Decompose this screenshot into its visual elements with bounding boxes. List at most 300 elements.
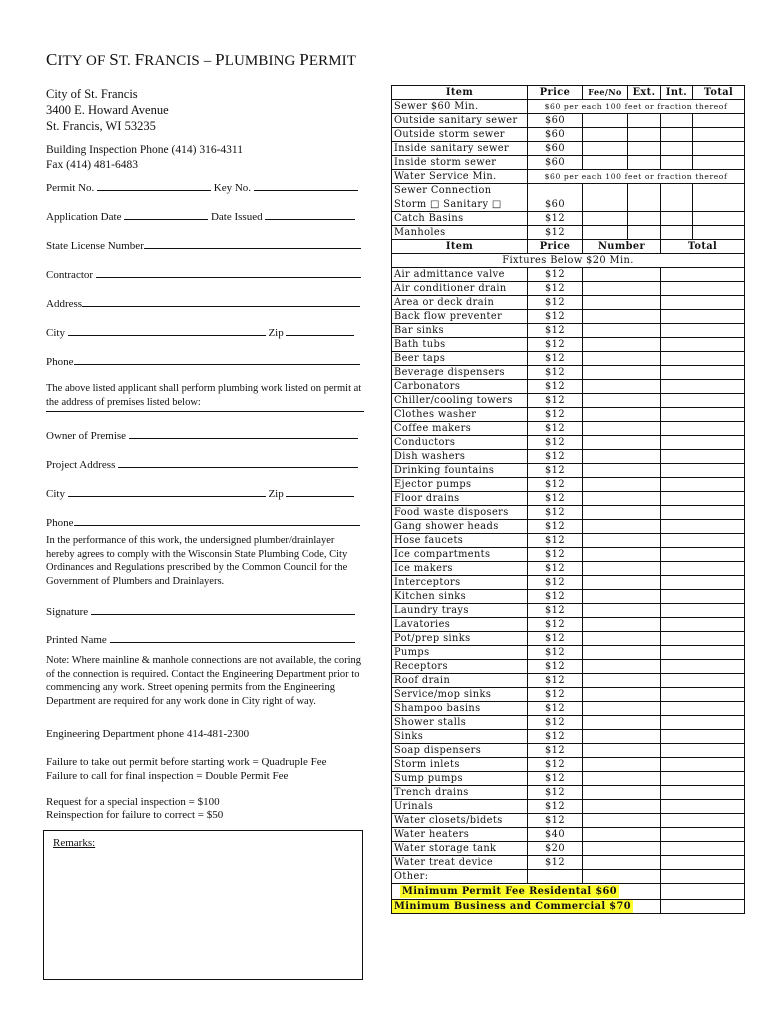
- fixture-row: [392, 296, 745, 310]
- fixture-item: Ice compartments: [392, 548, 528, 562]
- sewer-price: $60: [528, 114, 583, 128]
- fixture-price: $12: [528, 380, 583, 394]
- note-text: Note: Where mainline & manhole connections are not available, the coring of the connection is required. Contact the Engineering Department prior to commencing any work. Street opening permits from the Engineering Department are required for any work done in City right of way.: [46, 655, 361, 707]
- fixture-item: Interceptors: [392, 576, 528, 590]
- fixture-total-cell[interactable]: [661, 506, 745, 520]
- fixture-number-cell[interactable]: [583, 562, 661, 576]
- total-cell[interactable]: [693, 128, 745, 142]
- page-title: CITY OF ST. FRANCIS – PLUMBING PERMIT: [46, 50, 357, 69]
- fixture-number-cell[interactable]: [583, 800, 661, 814]
- fixture-total-cell[interactable]: [661, 464, 745, 478]
- contractor-field[interactable]: Contractor: [46, 267, 361, 281]
- fixture-price: $12: [528, 352, 583, 366]
- fixture-number-cell[interactable]: [583, 324, 661, 338]
- table-header: [392, 86, 745, 100]
- fixture-row: [392, 562, 745, 576]
- fixture-row: [392, 632, 745, 646]
- fixture-item: Service/mop sinks: [392, 688, 528, 702]
- ext-cell[interactable]: [628, 184, 661, 212]
- fixture-price: $12: [528, 408, 583, 422]
- fixture-total-cell[interactable]: [661, 632, 745, 646]
- fixture-price: $12: [528, 562, 583, 576]
- address-line-1: City of St. Francis: [46, 87, 138, 101]
- fixture-number-cell[interactable]: [583, 282, 661, 296]
- fixture-total-cell[interactable]: [661, 590, 745, 604]
- remarks-box[interactable]: [43, 830, 363, 980]
- fixture-number-cell[interactable]: [583, 492, 661, 506]
- fixture-row: [392, 268, 745, 282]
- fee-no-cell[interactable]: [583, 212, 628, 226]
- fixture-item: Hose faucets: [392, 534, 528, 548]
- state-license-field[interactable]: State License Number: [46, 238, 361, 252]
- total-cell[interactable]: [693, 142, 745, 156]
- sewer-row: [392, 156, 745, 170]
- fixture-total-cell[interactable]: [661, 702, 745, 716]
- fixture-price: $12: [528, 506, 583, 520]
- fixture-item: Roof drain: [392, 674, 528, 688]
- fixture-total-cell[interactable]: [661, 520, 745, 534]
- fixture-row: [392, 520, 745, 534]
- header2-number: Number: [583, 240, 661, 254]
- address-line-2: 3400 E. Howard Avenue: [46, 103, 169, 117]
- fixture-number-cell[interactable]: [583, 604, 661, 618]
- fixture-number-cell[interactable]: [583, 744, 661, 758]
- inspection-phone: Building Inspection Phone (414) 316-4311: [46, 144, 243, 156]
- fixture-row: [392, 366, 745, 380]
- fixture-row: [392, 324, 745, 338]
- fixture-row: [392, 408, 745, 422]
- fixture-price: $12: [528, 618, 583, 632]
- fixture-item: Food waste disposers: [392, 506, 528, 520]
- total-cell[interactable]: [693, 226, 745, 240]
- other-row: [392, 870, 745, 884]
- phone-field[interactable]: Phone: [46, 354, 360, 368]
- fixture-item: Chiller/cooling towers: [392, 394, 528, 408]
- ext-cell[interactable]: [628, 114, 661, 128]
- fixtures-title-row: [392, 254, 745, 268]
- fixture-price: $12: [528, 786, 583, 800]
- fixture-price: $12: [528, 394, 583, 408]
- city-address: [46, 86, 169, 134]
- fixture-number-cell[interactable]: [583, 534, 661, 548]
- fixture-row: [392, 534, 745, 548]
- manholes-price: $12: [528, 226, 583, 240]
- fixture-number-cell[interactable]: [583, 856, 661, 870]
- sewer-connection-label: Sewer Connection Storm □ Sanitary □: [392, 184, 528, 212]
- fixture-total-cell[interactable]: [661, 814, 745, 828]
- catch-basins-row: [392, 212, 745, 226]
- sewer-row: [392, 128, 745, 142]
- fixture-total-cell[interactable]: [661, 366, 745, 380]
- fixture-item: Sinks: [392, 730, 528, 744]
- fixture-number-cell[interactable]: [583, 380, 661, 394]
- storm-sanitary-checkboxes[interactable]: Storm □ Sanitary □: [394, 198, 502, 210]
- fixture-item: Area or deck drain: [392, 296, 528, 310]
- fixture-total-cell[interactable]: [661, 534, 745, 548]
- fixture-row: [392, 576, 745, 590]
- fee-no-cell[interactable]: [583, 142, 628, 156]
- fixture-total-cell[interactable]: [661, 618, 745, 632]
- fixture-item: Coffee makers: [392, 422, 528, 436]
- remarks-label: Remarks:: [53, 837, 96, 849]
- city-field-2[interactable]: City Zip: [46, 486, 354, 500]
- fixture-total-cell[interactable]: [661, 338, 745, 352]
- fixture-price: $12: [528, 632, 583, 646]
- fixture-item: Shower stalls: [392, 716, 528, 730]
- sewer-item: Inside sanitary sewer: [392, 142, 528, 156]
- fixture-total-cell[interactable]: [661, 828, 745, 842]
- fixture-number-cell[interactable]: [583, 268, 661, 282]
- header-total: Total: [693, 86, 745, 100]
- phone-field-2[interactable]: Phone: [46, 515, 360, 529]
- fixture-total-cell[interactable]: [661, 324, 745, 338]
- ext-cell[interactable]: [628, 212, 661, 226]
- fixture-row: [392, 590, 745, 604]
- fixture-price: $12: [528, 716, 583, 730]
- fixture-total-cell[interactable]: [661, 716, 745, 730]
- other-label: Other:: [392, 870, 528, 884]
- fixture-total-cell[interactable]: [661, 408, 745, 422]
- fixture-total-cell[interactable]: [661, 436, 745, 450]
- fixture-item: Laundry trays: [392, 604, 528, 618]
- fixture-number-cell[interactable]: [583, 506, 661, 520]
- fixture-number-cell[interactable]: [583, 842, 661, 856]
- city-field[interactable]: City Zip: [46, 325, 354, 339]
- ext-cell[interactable]: [628, 226, 661, 240]
- reinspection-text: Reinspection for failure to correct = $50: [46, 809, 224, 821]
- fixture-item: Air conditioner drain: [392, 282, 528, 296]
- fixture-item: Pumps: [392, 646, 528, 660]
- fee-no-cell[interactable]: [583, 128, 628, 142]
- fixture-row: [392, 758, 745, 772]
- fee-table: [391, 85, 745, 914]
- sewer-note: $60 per each 100 feet or fraction thereof: [528, 100, 745, 114]
- int-cell[interactable]: [661, 184, 693, 212]
- fixture-price: $12: [528, 366, 583, 380]
- fixture-price: $12: [528, 744, 583, 758]
- fixture-item: Water closets/bidets: [392, 814, 528, 828]
- fixture-price: $12: [528, 422, 583, 436]
- fixtures-title: Fixtures Below $20 Min.: [392, 254, 745, 268]
- fixture-item: Clothes washer: [392, 408, 528, 422]
- min-residential-text: Minimum Permit Fee Residental $60: [402, 886, 617, 897]
- address-field[interactable]: Address: [46, 296, 360, 310]
- fixture-number-cell[interactable]: [583, 422, 661, 436]
- int-cell[interactable]: [661, 128, 693, 142]
- fixture-price: $12: [528, 436, 583, 450]
- fixture-number-cell[interactable]: [583, 590, 661, 604]
- sewer-connection-row: [392, 184, 745, 212]
- fixture-row: [392, 492, 745, 506]
- fixture-number-cell[interactable]: [583, 450, 661, 464]
- fixture-item: Pot/prep sinks: [392, 632, 528, 646]
- fixture-price: $12: [528, 590, 583, 604]
- fixture-item: Dish washers: [392, 450, 528, 464]
- fixture-number-cell[interactable]: [583, 310, 661, 324]
- fixture-price: $12: [528, 520, 583, 534]
- min-residential-total[interactable]: [661, 884, 745, 900]
- fixture-item: Beer taps: [392, 352, 528, 366]
- fixture-price: $12: [528, 604, 583, 618]
- ext-cell[interactable]: [628, 142, 661, 156]
- fixture-number-cell[interactable]: [583, 786, 661, 800]
- fixture-row: [392, 506, 745, 520]
- manholes-row: [392, 226, 745, 240]
- fixture-row: [392, 394, 745, 408]
- fixture-number-cell[interactable]: [583, 674, 661, 688]
- fixture-number-cell[interactable]: [583, 814, 661, 828]
- fixture-number-cell[interactable]: [583, 576, 661, 590]
- fixture-item: Storm inlets: [392, 758, 528, 772]
- header-item: Item: [392, 86, 528, 100]
- owner-field[interactable]: Owner of Premise: [46, 428, 358, 442]
- double-fee-text: Failure to call for final inspection = Double Permit Fee: [46, 770, 289, 782]
- fixture-row: [392, 730, 745, 744]
- project-address-field[interactable]: Project Address: [46, 457, 358, 471]
- fixture-row: [392, 436, 745, 450]
- fixture-row: [392, 744, 745, 758]
- sewer-price: $60: [528, 128, 583, 142]
- sewer-item: Outside storm sewer: [392, 128, 528, 142]
- fixtures-header: [392, 240, 745, 254]
- fixture-row: [392, 716, 745, 730]
- fixture-row: [392, 786, 745, 800]
- fixture-number-cell[interactable]: [583, 436, 661, 450]
- fixture-total-cell[interactable]: [661, 562, 745, 576]
- fixture-item: Beverage dispensers: [392, 366, 528, 380]
- permit-no-field[interactable]: Permit No. Key No.: [46, 180, 358, 194]
- fee-no-cell[interactable]: [583, 184, 628, 212]
- min-business-cell: [392, 900, 661, 914]
- fixture-price: $12: [528, 338, 583, 352]
- fixture-item: Carbonators: [392, 380, 528, 394]
- fixture-row: [392, 464, 745, 478]
- fixture-price: $12: [528, 478, 583, 492]
- fixture-price: $12: [528, 324, 583, 338]
- fixture-number-cell[interactable]: [583, 548, 661, 562]
- fee-no-cell[interactable]: [583, 156, 628, 170]
- fixture-price: $12: [528, 702, 583, 716]
- fixture-row: [392, 688, 745, 702]
- fixture-price: $12: [528, 688, 583, 702]
- header-fee-no: Fee/No: [583, 86, 628, 100]
- total-cell[interactable]: [693, 114, 745, 128]
- fixture-item: Soap dispensers: [392, 744, 528, 758]
- header-price: Price: [528, 86, 583, 100]
- fixture-number-cell[interactable]: [583, 646, 661, 660]
- fixture-row: [392, 310, 745, 324]
- fixture-number-cell[interactable]: [583, 394, 661, 408]
- fixture-number-cell[interactable]: [583, 464, 661, 478]
- fixture-number-cell[interactable]: [583, 758, 661, 772]
- fixture-total-cell[interactable]: [661, 478, 745, 492]
- fixture-total-cell[interactable]: [661, 380, 745, 394]
- fixture-item: Floor drains: [392, 492, 528, 506]
- fixture-number-cell[interactable]: [583, 688, 661, 702]
- ext-cell[interactable]: [628, 156, 661, 170]
- fixture-number-cell[interactable]: [583, 828, 661, 842]
- fixture-row: [392, 856, 745, 870]
- fixture-price: $12: [528, 450, 583, 464]
- fixture-number-cell[interactable]: [583, 520, 661, 534]
- fixture-price: $20: [528, 842, 583, 856]
- special-inspection-text: Request for a special inspection = $100: [46, 796, 220, 808]
- sewer-item: Inside storm sewer: [392, 156, 528, 170]
- fixture-item: Ice makers: [392, 562, 528, 576]
- fixture-total-cell[interactable]: [661, 772, 745, 786]
- fixture-price: $12: [528, 674, 583, 688]
- fixture-number-cell[interactable]: [583, 296, 661, 310]
- fixture-price: $12: [528, 660, 583, 674]
- quadruple-fee-text: Failure to take out permit before starting work = Quadruple Fee: [46, 756, 327, 768]
- total-cell[interactable]: [693, 184, 745, 212]
- water-note: $60 per each 100 feet or fraction thereof: [528, 170, 745, 184]
- fixture-total-cell[interactable]: [661, 450, 745, 464]
- fixture-total-cell[interactable]: [661, 310, 745, 324]
- fixture-number-cell[interactable]: [583, 660, 661, 674]
- sewer-price: $60: [528, 156, 583, 170]
- fixture-total-cell[interactable]: [661, 800, 745, 814]
- fixture-price: $40: [528, 828, 583, 842]
- application-date-field[interactable]: Application Date Date Issued: [46, 209, 355, 223]
- fixture-price: $12: [528, 758, 583, 772]
- int-cell[interactable]: [661, 142, 693, 156]
- fixture-number-cell[interactable]: [583, 352, 661, 366]
- fixture-number-cell[interactable]: [583, 478, 661, 492]
- fixture-number-cell[interactable]: [583, 702, 661, 716]
- fixture-price: $12: [528, 576, 583, 590]
- agreement-text: In the performance of this work, the undersigned plumber/drainlayer hereby agrees to comply with the Wisconsin State Plumbing Code, City Ordinances and Regulations prescribed by the Common Council for the Government of Plumbers and Drainlayers.: [46, 535, 348, 587]
- engineering-phone: Engineering Department phone 414-481-2300: [46, 728, 250, 740]
- int-cell[interactable]: [661, 156, 693, 170]
- fixture-total-cell[interactable]: [661, 576, 745, 590]
- ext-cell[interactable]: [628, 128, 661, 142]
- fixture-item: Trench drains: [392, 786, 528, 800]
- fixture-price: $12: [528, 534, 583, 548]
- fixture-price: $12: [528, 268, 583, 282]
- fixture-total-cell[interactable]: [661, 282, 745, 296]
- fixture-price: $12: [528, 296, 583, 310]
- fixture-total-cell[interactable]: [661, 730, 745, 744]
- water-service-label: Water Service Min.: [392, 170, 528, 184]
- fixture-row: [392, 674, 745, 688]
- fax-number: Fax (414) 481-6483: [46, 159, 138, 171]
- int-cell[interactable]: [661, 226, 693, 240]
- fixture-price: $12: [528, 772, 583, 786]
- other-price-cell[interactable]: [528, 870, 583, 884]
- fixture-total-cell[interactable]: [661, 674, 745, 688]
- min-business-row: [392, 900, 745, 914]
- min-residential-cell: [392, 884, 661, 900]
- fixture-total-cell[interactable]: [661, 548, 745, 562]
- fixture-price: $12: [528, 310, 583, 324]
- header2-item: Item: [392, 240, 528, 254]
- total-cell[interactable]: [693, 212, 745, 226]
- fixture-row: [392, 814, 745, 828]
- fixture-number-cell[interactable]: [583, 632, 661, 646]
- fixture-row: [392, 352, 745, 366]
- other-number-cell[interactable]: [583, 870, 661, 884]
- fixture-price: $12: [528, 814, 583, 828]
- signature-field[interactable]: Signature: [46, 604, 355, 618]
- fixture-item: Water treat device: [392, 856, 528, 870]
- fixture-total-cell[interactable]: [661, 394, 745, 408]
- fixture-row: [392, 380, 745, 394]
- int-cell[interactable]: [661, 212, 693, 226]
- fixture-item: Lavatories: [392, 618, 528, 632]
- fixture-total-cell[interactable]: [661, 856, 745, 870]
- header2-total: Total: [661, 240, 745, 254]
- fixture-item: Sump pumps: [392, 772, 528, 786]
- fixture-number-cell[interactable]: [583, 618, 661, 632]
- other-total-cell[interactable]: [661, 870, 745, 884]
- manholes-item: Manholes: [392, 226, 528, 240]
- fixture-row: [392, 478, 745, 492]
- fixture-total-cell[interactable]: [661, 352, 745, 366]
- fixture-price: $12: [528, 492, 583, 506]
- fixture-row: [392, 800, 745, 814]
- fixture-total-cell[interactable]: [661, 758, 745, 772]
- fixture-item: Conductors: [392, 436, 528, 450]
- fixture-total-cell[interactable]: [661, 646, 745, 660]
- fixture-row: [392, 772, 745, 786]
- sewer-min-label: Sewer $60 Min.: [392, 100, 528, 114]
- fixture-number-cell[interactable]: [583, 772, 661, 786]
- fixture-number-cell[interactable]: [583, 716, 661, 730]
- fixture-total-cell[interactable]: [661, 604, 745, 618]
- fixture-item: Urinals: [392, 800, 528, 814]
- fixture-total-cell[interactable]: [661, 842, 745, 856]
- fixture-number-cell[interactable]: [583, 730, 661, 744]
- fixture-row: [392, 660, 745, 674]
- header2-price: Price: [528, 240, 583, 254]
- fixture-number-cell[interactable]: [583, 338, 661, 352]
- fixture-total-cell[interactable]: [661, 660, 745, 674]
- fixture-price: $12: [528, 730, 583, 744]
- fixture-row: [392, 282, 745, 296]
- water-service-row: [392, 170, 745, 184]
- printed-name-field[interactable]: Printed Name: [46, 632, 355, 646]
- fixture-item: Water heaters: [392, 828, 528, 842]
- fixture-item: Shampoo basins: [392, 702, 528, 716]
- fixture-row: [392, 702, 745, 716]
- sewer-price: $60: [528, 142, 583, 156]
- min-business-total[interactable]: [661, 900, 745, 914]
- fixture-total-cell[interactable]: [661, 296, 745, 310]
- fee-no-cell[interactable]: [583, 114, 628, 128]
- fee-no-cell[interactable]: [583, 226, 628, 240]
- fixture-total-cell[interactable]: [661, 492, 745, 506]
- fixture-row: [392, 828, 745, 842]
- fixture-number-cell[interactable]: [583, 366, 661, 380]
- catch-basins-price: $12: [528, 212, 583, 226]
- fixture-price: $12: [528, 548, 583, 562]
- fixture-total-cell[interactable]: [661, 786, 745, 800]
- catch-basins-item: Catch Basins: [392, 212, 528, 226]
- min-business-text: Minimum Business and Commercial $70: [394, 901, 631, 912]
- fixture-row: [392, 548, 745, 562]
- fixture-total-cell[interactable]: [661, 268, 745, 282]
- fixture-item: Bar sinks: [392, 324, 528, 338]
- fixture-total-cell[interactable]: [661, 422, 745, 436]
- header-int: Int.: [661, 86, 693, 100]
- fixture-number-cell[interactable]: [583, 408, 661, 422]
- sewer-row: [392, 114, 745, 128]
- total-cell[interactable]: [693, 156, 745, 170]
- int-cell[interactable]: [661, 114, 693, 128]
- fixture-total-cell[interactable]: [661, 744, 745, 758]
- fixture-total-cell[interactable]: [661, 688, 745, 702]
